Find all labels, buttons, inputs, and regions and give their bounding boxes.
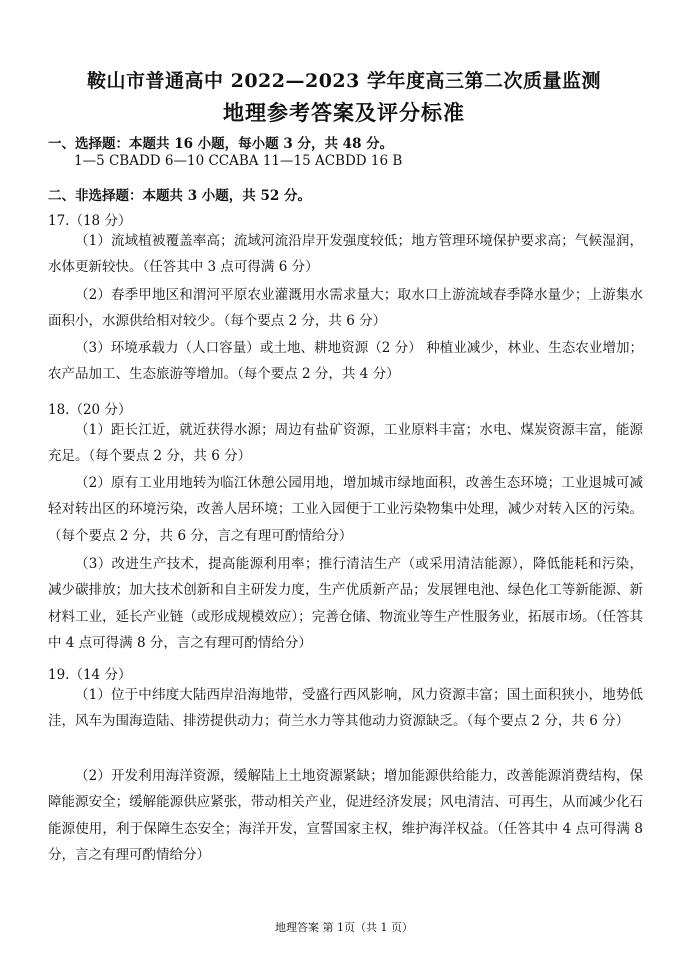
q17-part3: （3）环境承载力（人口容量）或土地、耕地资源（2 分） 种植业减少，林业、生态农业增加；农产品加工、生态旅游等增加。（每个要点 2 分，共 4 分） — [48, 340, 643, 383]
page-footer: 地理答案 第 1页（共 1 页） — [275, 921, 413, 934]
q17-part1: （1）流域植被覆盖率高；流域河流沿岸开发强度较低；地方管理环境保护要求高；气候湿润，水体更新较快。（任答其中 3 点可得满 6 分） — [48, 233, 643, 276]
question-17-heading: 17.（18 分） — [48, 213, 132, 229]
q19-part1: （1）位于中纬度大陆西岸沿海地带，受盛行西风影响，风力资源丰富；国土面积狭小，地势低洼，风车为围海造陆、排涝提供动力；荷兰水力等其他动力资源缺乏。（每个要点 2 分，共 6 分） — [48, 687, 643, 730]
answer-title: 地理参考答案及评分标准 — [223, 100, 465, 125]
section-2-heading: 二、非选择题：本题共 3 小题，共 52 分。 — [48, 188, 311, 204]
question-19-heading: 19.（14 分） — [48, 667, 132, 683]
exam-title: 鞍山市普通高中 2022—2023 学年度高三第二次质量监测 — [87, 70, 601, 92]
section-1-heading: 一、选择题：本题共 16 小题，每小题 3 分，共 48 分。 — [48, 136, 394, 152]
mc-answers: 1—5 CBADD 6—10 CCABA 11—15 ACBDD 16 B — [74, 153, 403, 169]
question-18-heading: 18.（20 分） — [48, 402, 132, 418]
q18-part3: （3）改进生产技术，提高能源利用率；推行清洁生产（或采用清洁能源），降低能耗和污染，减少碳排放；加大技术创新和自主研发力度，生产优质新产品；发展锂电池、绿色化工等新能源、新材料工业，延长产业链（或形成规模效应）；完善仓储、物流业等生产性服务业，拓展市场。（任答其中 4 点可得满 8 分，言之有理可酌情给分） — [48, 556, 643, 651]
q18-part1: （1）距长江近，就近获得水源；周边有盐矿资源，工业原料丰富；水电、煤炭资源丰富，能源充足。（每个要点 2 分，共 6 分） — [48, 422, 643, 465]
q19-part2: （2）开发利用海洋资源，缓解陆上土地资源紧缺；增加能源供给能力，改善能源消费结构，保障能源安全；缓解能源供应紧张，带动相关产业，促进经济发展；风电清洁、可再生，从而减少化石能源使用，利于保障生态安全；海洋开发，宣誓国家主权，维护海洋权益。（任答其中 4 点可得满 8 分，言之有理可酌情给分） — [48, 768, 643, 863]
q18-part2: （2）原有工业用地转为临江休憩公园用地，增加城市绿地面积，改善生态环境；工业退城可减轻对转出区的环境污染，改善人居环境；工业入园便于工业污染物集中处理，减少对转入区的污染。（每个要点 2 分，共 6 分，言之有理可酌情给分） — [48, 475, 643, 544]
q17-part2: （2）春季甲地区和渭河平原农业灌溉用水需求量大；取水口上游流域春季降水量少；上游集水面积小，水源供给相对较少。（每个要点 2 分，共 6 分） — [48, 287, 643, 330]
